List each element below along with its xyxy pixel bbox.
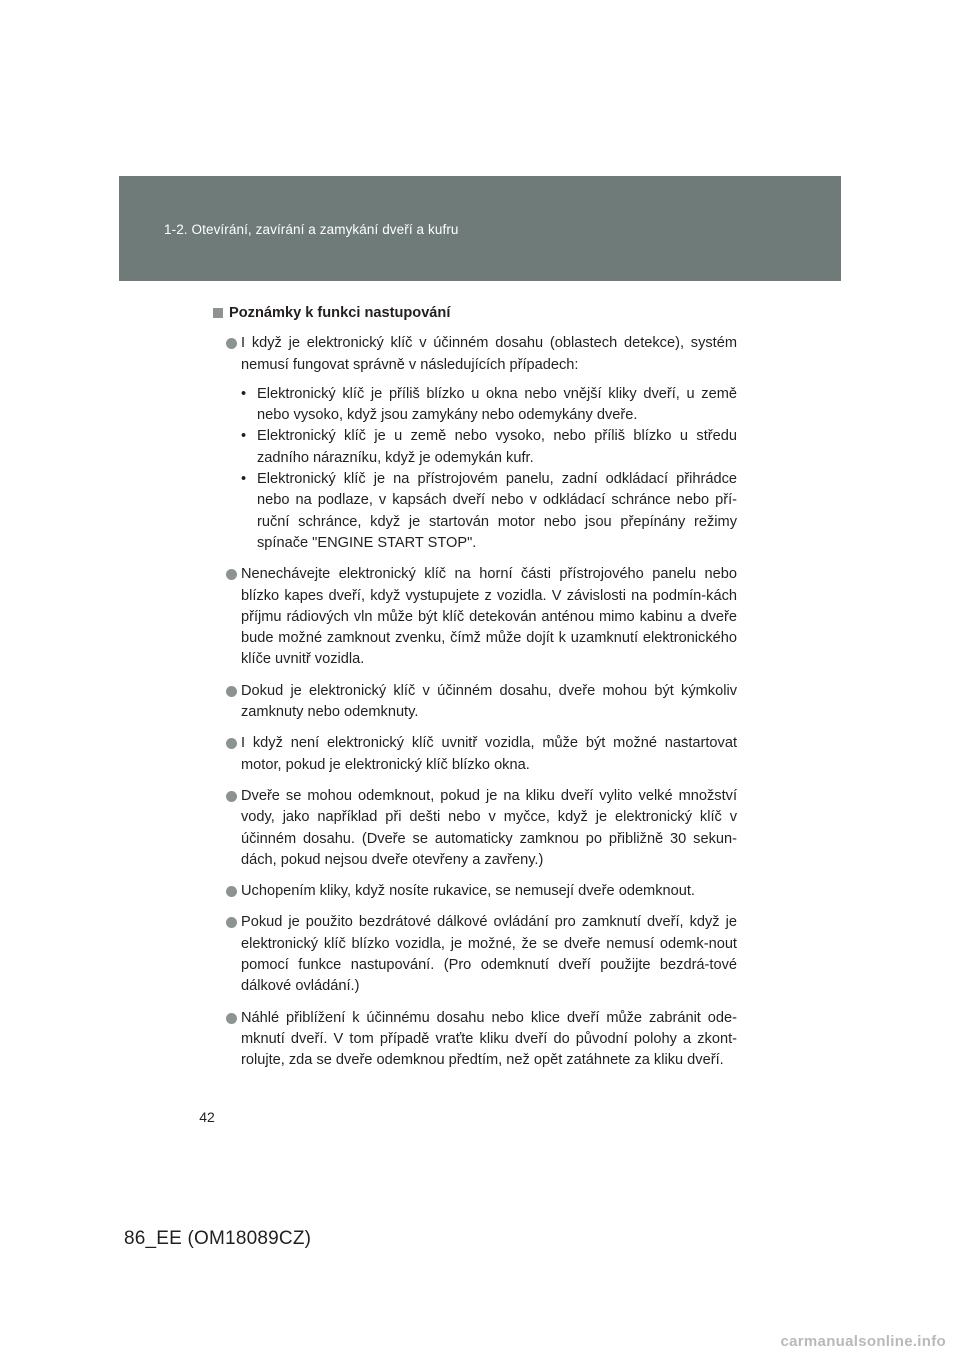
bullet-item (212, 564, 737, 670)
square-bullet-icon (213, 308, 223, 318)
bullet-text: Náhlé přiblížení k účinnému dosahu nebo klice dveří může zabránit ode-mknutí dveří. V tom případě vraťte kliku dveří do původní polohy a zkont-rolujte, zda se dveře odemknou předtím, než opět zatáhnete za kliku dveří. (241, 1009, 737, 1069)
bullet-text: Pokud je použito bezdrátové dálkové ovládání pro zamknutí dveří, když je elektronický klíč blízko vozidla, je možné, že se dveře nemusí odemk-nout pomocí funkce nastupování. (Pro odemknutí dveří použijte bezdrá-tové dálkové ovládání.) (241, 914, 737, 995)
dot-icon: • (241, 385, 247, 402)
sub-list-item (241, 469, 737, 554)
bullet-text: Nenechávejte elektronický klíč na horní části přístrojového panelu nebo blízko kapes dveří, když vystupujete z vozidla. V závislosti na podmín-kách příjmu rádiových vln může být klíč detekován anténou mimo kabinu a dveře bude možné zamknout zvenku, čímž může dojít k uzamknutí elektronického klíče uvnitř vozidla. (241, 566, 737, 668)
bullet-item (212, 786, 737, 871)
section-heading (212, 303, 737, 324)
sub-list-item (241, 384, 737, 427)
bullet-item (212, 912, 737, 997)
watermark: carmanualsonline.info (780, 1333, 946, 1350)
sub-list-text: Elektronický klíč je u země nebo vysoko, nebo příliš blízko u středu zadního nárazníku, když je odemykán kufr. (257, 428, 737, 466)
document-code: 86_EE (OM18089CZ) (124, 1228, 312, 1249)
circle-bullet-icon (226, 569, 237, 580)
dot-icon: • (241, 428, 247, 445)
bullet-item (212, 733, 737, 776)
circle-bullet-icon (226, 686, 237, 697)
bullet-text: I když je elektronický klíč v účinném dosahu (oblastech detekce), systém nemusí fungovat správně v následujících případech: (241, 335, 737, 373)
section-heading-text: Poznámky k funkci nastupování (229, 305, 451, 321)
circle-bullet-icon (226, 338, 237, 349)
page-number: 42 (199, 1109, 215, 1125)
bullet-item (212, 1008, 737, 1072)
bullet-item (212, 333, 737, 376)
circle-bullet-icon (226, 738, 237, 749)
circle-bullet-icon (226, 791, 237, 802)
header-band (119, 176, 841, 281)
bullet-text: Dokud je elektronický klíč v účinném dosahu, dveře mohou být kýmkoliv zamknuty nebo odemknuty. (241, 682, 737, 721)
sub-list-text: Elektronický klíč je na přístrojovém panelu, zadní odkládací přihrádce nebo na podlaze, v kapsách dveří nebo v odkládací schránce nebo pří-ruční schránce, když je startován motor nebo jsou přepínány režimy spínače "ENGINE START STOP". (257, 471, 737, 551)
sub-list-text: Elektronický klíč je příliš blízko u okna nebo vnější kliky dveří, u země nebo vysoko, když jsou zamykány nebo odemykány dveře. (257, 385, 737, 424)
circle-bullet-icon (226, 1013, 237, 1024)
circle-bullet-icon (226, 917, 237, 928)
dot-icon: • (241, 471, 247, 488)
bullet-text: Dveře se mohou odemknout, pokud je na kliku dveří vylito velké množství vody, jako například při dešti nebo v myčce, když je elektronický klíč v účinném dosahu. (Dveře se automaticky zamknou po přibližně 30 sekun-dách, pokud nejsou dveře otevřeny a zavřeny.) (241, 787, 737, 868)
sub-list (212, 384, 737, 554)
sub-list-item (241, 426, 737, 469)
bullet-text: Uchopením kliky, když nosíte rukavice, se nemusejí dveře odemknout. (241, 883, 695, 900)
chapter-title: 1-2. Otevírání, zavírání a zamykání dveří a kufru (164, 222, 459, 237)
bullet-item (212, 681, 737, 724)
content-area (212, 303, 737, 1082)
bullet-item (212, 881, 737, 902)
bullet-text: I když není elektronický klíč uvnitř vozidla, může být možné nastartovat motor, pokud je elektronický klíč blízko okna. (241, 735, 737, 773)
circle-bullet-icon (226, 886, 237, 897)
